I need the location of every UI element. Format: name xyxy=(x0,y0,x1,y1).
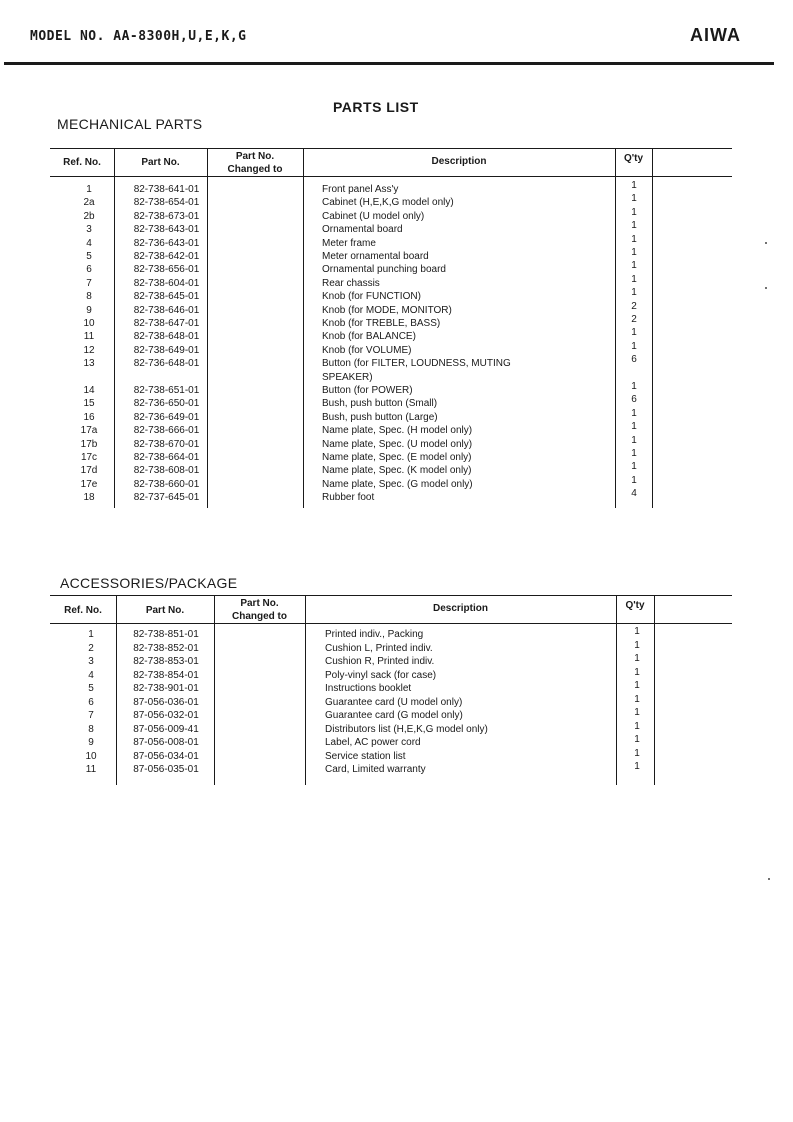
qty-cell: 1 xyxy=(634,720,640,732)
description-cell: Guarantee card (G model only) xyxy=(325,710,463,721)
header-changed-to-line2: Changed to xyxy=(227,164,283,175)
ref-no-cell: 17c xyxy=(80,452,98,463)
description-cell: Knob (for BALANCE) xyxy=(322,331,416,343)
description-cell: Ornamental board xyxy=(322,224,403,236)
ref-no-cell: 3 xyxy=(88,656,94,667)
description-cell: Knob (for TREBLE, BASS) xyxy=(322,318,441,329)
ref-no-cell: 10 xyxy=(85,750,97,762)
qty-cell: 1 xyxy=(631,247,637,258)
ref-no-cell: 11 xyxy=(83,331,95,343)
qty-cell: 1 xyxy=(634,653,640,664)
qty-cell: 1 xyxy=(634,747,640,759)
part-no-cell: 82-738-851-01 xyxy=(133,629,199,640)
qty-cell: 1 xyxy=(631,287,637,299)
description-cell: Printed indiv., Packing xyxy=(325,629,424,640)
ref-no-cell: 5 xyxy=(86,251,92,262)
ref-no-cell: 9 xyxy=(86,304,92,316)
qty-cell: 1 xyxy=(634,639,640,651)
ref-no-cell: 4 xyxy=(86,237,92,249)
model-number: MODEL NO. AA-8300H,U,E,K,G xyxy=(30,29,247,44)
ref-no-cell: 1 xyxy=(86,184,92,195)
ref-no-cell: 8 xyxy=(88,723,94,735)
description-cell: Cabinet (U model only) xyxy=(322,210,425,222)
ref-no-cell: 17d xyxy=(80,465,98,477)
part-no-cell: 82-736-648-01 xyxy=(133,358,200,370)
description-cell: Knob (for VOLUME) xyxy=(322,344,412,356)
ref-no-cell: 10 xyxy=(83,318,95,329)
qty-cell: 2 xyxy=(631,300,637,312)
ref-no-cell: 13 xyxy=(83,358,95,370)
part-no-cell: 82-738-604-01 xyxy=(133,277,200,289)
header-part-no: Part No. xyxy=(141,157,180,168)
part-no-cell: 87-056-008-01 xyxy=(133,737,199,748)
ref-no-cell: 4 xyxy=(88,669,94,681)
qty-cell: 1 xyxy=(631,434,637,446)
part-no-cell: 82-738-649-01 xyxy=(133,344,200,356)
header-qty: Q'ty xyxy=(625,600,645,611)
part-no-cell: 82-738-646-01 xyxy=(133,304,200,316)
part-no-cell: 82-738-642-01 xyxy=(133,251,200,262)
header-changed-to-line1: Part No. xyxy=(240,598,279,609)
ref-no-cell: 3 xyxy=(86,224,92,236)
description-cell: Rear chassis xyxy=(322,277,380,289)
ref-no-cell: 15 xyxy=(83,398,95,410)
qty-cell: 1 xyxy=(634,761,640,772)
qty-cell: 1 xyxy=(634,680,640,691)
header-ref-no: Ref. No. xyxy=(64,605,102,616)
part-no-cell: 87-056-009-41 xyxy=(133,723,199,735)
qty-cell: 1 xyxy=(631,461,637,473)
part-no-cell: 87-056-034-01 xyxy=(133,750,199,762)
qty-cell: 1 xyxy=(631,233,637,245)
part-no-cell: 82-736-643-01 xyxy=(133,237,200,249)
part-no-cell: 82-738-854-01 xyxy=(133,669,199,681)
page-title: PARTS LIST xyxy=(333,99,419,115)
description-cell: Name plate, Spec. (K model only) xyxy=(322,465,472,477)
accessories-title: ACCESSORIES/PACKAGE xyxy=(60,575,238,591)
qty-cell: 1 xyxy=(631,260,637,272)
part-no-cell: 82-738-651-01 xyxy=(133,385,200,396)
qty-cell: 1 xyxy=(631,340,637,352)
qty-cell: 1 xyxy=(631,327,637,339)
ref-no-cell: 2b xyxy=(83,210,95,222)
part-no-cell: 82-738-654-01 xyxy=(133,197,200,209)
table-row xyxy=(50,763,732,776)
scan-speck xyxy=(765,287,767,289)
part-no-cell: 82-738-656-01 xyxy=(133,264,200,276)
ref-no-cell: 9 xyxy=(88,737,94,748)
part-no-cell: 82-738-664-01 xyxy=(133,452,200,463)
description-cell: SPEAKER) xyxy=(322,371,373,383)
description-cell: Guarantee card (U model only) xyxy=(325,696,463,708)
part-no-cell: 82-738-852-01 xyxy=(133,642,199,654)
part-no-cell: 82-736-650-01 xyxy=(133,398,200,410)
qty-cell: 1 xyxy=(631,220,637,232)
ref-no-cell: 6 xyxy=(88,696,94,708)
description-cell: Instructions booklet xyxy=(325,683,412,694)
part-no-cell: 82-736-649-01 xyxy=(133,411,200,423)
part-no-cell: 82-738-673-01 xyxy=(133,210,200,222)
description-cell: Name plate, Spec. (U model only) xyxy=(322,438,473,450)
description-cell: Label, AC power cord xyxy=(325,737,421,748)
header-ref-no: Ref. No. xyxy=(63,157,101,168)
part-no-cell: 82-738-670-01 xyxy=(133,438,200,450)
qty-cell: 1 xyxy=(631,273,637,285)
description-cell: Card, Limited warranty xyxy=(325,764,426,775)
qty-cell: 4 xyxy=(631,488,637,500)
qty-cell: 1 xyxy=(634,707,640,718)
table-row xyxy=(50,354,732,370)
header-description: Description xyxy=(432,603,488,614)
ref-no-cell: 17b xyxy=(80,438,98,450)
qty-cell: 1 xyxy=(634,693,640,705)
description-cell: Button (for POWER) xyxy=(322,385,413,396)
ref-no-cell: 5 xyxy=(88,683,94,694)
qty-cell: 1 xyxy=(631,448,637,459)
description-cell: Rubber foot xyxy=(322,492,375,504)
description-cell: Meter frame xyxy=(322,237,376,249)
qty-cell: 6 xyxy=(631,394,637,406)
qty-cell: 1 xyxy=(631,206,637,218)
qty-cell: 1 xyxy=(631,421,637,433)
part-no-cell: 87-056-036-01 xyxy=(133,696,199,708)
ref-no-cell: 2a xyxy=(83,197,95,209)
header-rule xyxy=(4,62,774,65)
qty-cell: 1 xyxy=(634,734,640,745)
qty-cell: 6 xyxy=(631,354,637,366)
part-no-cell: 82-738-608-01 xyxy=(133,465,200,477)
ref-no-cell: 7 xyxy=(86,277,92,289)
part-no-cell: 82-738-643-01 xyxy=(133,224,200,236)
part-no-cell: 82-738-660-01 xyxy=(133,478,200,490)
ref-no-cell: 18 xyxy=(83,492,95,504)
description-cell: Front panel Ass'y xyxy=(322,184,399,195)
part-no-cell: 87-056-035-01 xyxy=(133,764,199,775)
header-qty: Q'ty xyxy=(623,153,644,164)
description-cell: Knob (for FUNCTION) xyxy=(322,291,421,303)
ref-no-cell: 8 xyxy=(86,291,92,303)
part-no-cell: 82-737-645-01 xyxy=(133,492,200,504)
ref-no-cell: 2 xyxy=(88,642,94,654)
scan-speck xyxy=(768,878,770,880)
qty-cell: 1 xyxy=(631,407,637,419)
description-cell: Name plate, Spec. (E model only) xyxy=(322,452,472,463)
part-no-cell: 82-738-641-01 xyxy=(133,184,200,195)
qty-cell: 1 xyxy=(634,626,640,637)
accessories-table xyxy=(50,595,732,785)
header-part-no: Part No. xyxy=(145,605,185,616)
qty-cell: 1 xyxy=(631,193,637,205)
description-cell: Cabinet (H,E,K,G model only) xyxy=(322,197,454,209)
description-cell: Meter ornamental board xyxy=(322,251,429,262)
part-no-cell: 82-738-645-01 xyxy=(133,291,200,303)
description-cell: Bush, push button (Small) xyxy=(322,398,438,410)
ref-no-cell: 12 xyxy=(83,344,95,356)
description-cell: Name plate, Spec. (H model only) xyxy=(322,425,473,437)
description-cell: Name plate, Spec. (G model only) xyxy=(322,478,473,490)
part-no-cell: 82-738-901-01 xyxy=(133,683,199,694)
ref-no-cell: 17a xyxy=(80,425,98,437)
description-cell: Distributors list (H,E,K,G model only) xyxy=(325,723,488,735)
ref-no-cell: 6 xyxy=(86,264,92,276)
scan-speck xyxy=(765,242,767,244)
description-cell: Bush, push button (Large) xyxy=(322,411,438,423)
ref-no-cell: 7 xyxy=(88,710,94,721)
mechanical-parts-table xyxy=(50,148,732,508)
qty-cell: 1 xyxy=(631,474,637,486)
header-description: Description xyxy=(431,156,487,167)
part-no-cell: 82-738-853-01 xyxy=(133,656,199,667)
description-cell: Cushion L, Printed indiv. xyxy=(325,642,433,654)
description-cell: Cushion R, Printed indiv. xyxy=(325,656,435,667)
ref-no-cell: 17e xyxy=(80,478,98,490)
qty-cell: 1 xyxy=(631,381,637,392)
ref-no-cell: 16 xyxy=(83,411,95,423)
header-changed-to-line1: Part No. xyxy=(235,151,275,162)
description-cell: Knob (for MODE, MONITOR) xyxy=(322,304,452,316)
description-cell: Ornamental punching board xyxy=(322,264,446,276)
part-no-cell: 82-738-647-01 xyxy=(133,318,200,329)
ref-no-cell: 1 xyxy=(88,629,94,640)
description-cell: Service station list xyxy=(325,750,406,762)
ref-no-cell: 14 xyxy=(83,385,95,396)
mechanical-parts-title: MECHANICAL PARTS xyxy=(57,116,203,132)
qty-cell: 2 xyxy=(631,314,637,325)
description-cell: Poly-vinyl sack (for case) xyxy=(325,669,437,681)
part-no-cell: 82-738-648-01 xyxy=(133,331,200,343)
qty-cell: 1 xyxy=(634,666,640,678)
ref-no-cell: 11 xyxy=(85,764,97,775)
part-no-cell: 82-738-666-01 xyxy=(133,425,200,437)
brand-logo: AIWA xyxy=(690,25,741,45)
part-no-cell: 87-056-032-01 xyxy=(133,710,199,721)
table-row xyxy=(50,488,732,504)
description-cell: Button (for FILTER, LOUDNESS, MUTING xyxy=(322,358,511,370)
header-changed-to-line2: Changed to xyxy=(232,611,287,622)
qty-cell: 1 xyxy=(631,180,637,191)
